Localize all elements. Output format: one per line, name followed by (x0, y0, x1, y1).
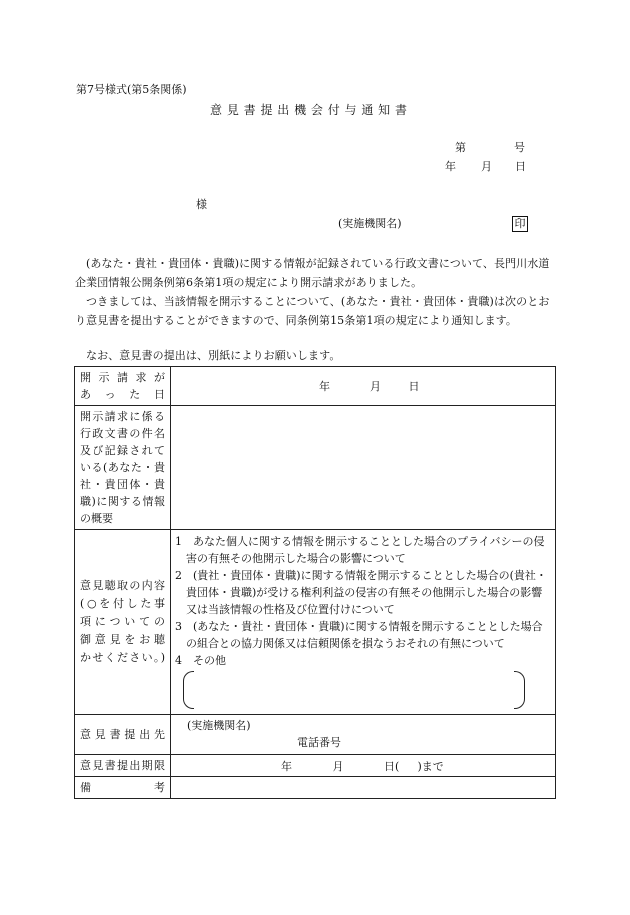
label-line: 意見書提出先 (80, 728, 165, 741)
label-line: 御意見をお聴 (80, 633, 165, 646)
left-bracket (183, 671, 194, 709)
deadline-year: 年 (281, 759, 292, 773)
label-submission-destination (75, 715, 171, 755)
label-line: 開示請求が (80, 371, 165, 384)
label-line: (○を付した事 (80, 597, 165, 610)
table-row-deadline (75, 755, 556, 777)
seal-mark: 印 (512, 216, 528, 232)
seal-stamp (512, 216, 528, 232)
form-number: 第7号様式(第5条関係) (76, 83, 187, 96)
date-day: 日 (515, 160, 526, 173)
value-remarks[interactable] (171, 777, 556, 799)
destination-agency: (実施機関名) (187, 719, 251, 732)
document-title: 意 見 書 提 出 機 会 付 与 通 知 書 (210, 103, 408, 117)
label-deadline (75, 755, 171, 777)
hearing-item-2: 2 (貴社・貴団体・貴職)に関する情報を開示することとした場合の(貴社・貴団体・貴職)が受ける権利利益の侵害の有無その他開示した場合の影響又は当該情報の性格及び位置付けについて (175, 569, 547, 616)
paragraph-3: なお、意見書の提出は、別紙によりお願いします。 (86, 349, 341, 362)
deadline-day: 日( (384, 759, 400, 773)
table-row-remarks (75, 777, 556, 799)
label-line: 意見聴取の内容 (80, 579, 165, 592)
number-suffix: 号 (514, 141, 525, 154)
table-row-submission-destination (75, 715, 556, 755)
table-row-document-subject (75, 406, 556, 530)
agency-name: (実施機関名) (338, 217, 402, 230)
request-year: 年 (319, 380, 330, 393)
value-document-subject[interactable] (171, 406, 556, 530)
paragraph-1: (あなた・貴社・貴団体・貴職)に関する情報が記録されている行政文書について、長門川水道企業団情報公開条例第6条第1項の規定により開示請求がありました。 (75, 257, 550, 289)
value-request-date (171, 367, 556, 406)
addressee-sama: 様 (196, 198, 207, 211)
value-hearing-content (171, 530, 556, 715)
label-line: あった日 (80, 388, 165, 401)
destination-phone: 電話番号 (297, 736, 341, 749)
label-line: 項についての (80, 615, 165, 628)
hearing-item-1: 1 あなた個人に関する情報を開示することとした場合のプライバシーの侵害の有無その他開示した場合の影響について (175, 535, 545, 565)
label-request-date (75, 367, 171, 406)
request-day: 日 (408, 380, 420, 393)
label-hearing-content (75, 530, 171, 715)
date-year: 年 (445, 160, 456, 173)
value-submission-destination (171, 715, 556, 755)
label-line: かせください。) (80, 651, 165, 664)
table-row-hearing-content (75, 530, 556, 715)
label-line: 備考 (80, 781, 165, 794)
table-row-request-date (75, 367, 556, 406)
opinion-table (74, 366, 556, 799)
value-deadline (171, 755, 556, 777)
request-month: 月 (370, 380, 381, 393)
label-line: 意見書提出期限 (80, 759, 165, 772)
paragraph-2: つきましては、当該情報を開示することについて、(あなた・貴社・貴団体・貴職)は次のとおり意見書を提出することができますので、同条例第15条第1項の規定により通知します。 (75, 295, 550, 327)
number-prefix: 第 (455, 141, 466, 154)
other-bracket-area[interactable] (175, 669, 551, 711)
date-month: 月 (481, 160, 492, 173)
label-document-subject: 開示請求に係る行政文書の件名及び記録されている(あなた・貴社・貴団体・貴職)に関する情報の概要 (75, 406, 171, 530)
right-bracket (514, 671, 525, 709)
deadline-suffix: )まで (417, 759, 444, 773)
hearing-item-4: 4 その他 (175, 654, 226, 667)
label-remarks (75, 777, 171, 799)
hearing-item-3: 3 (あなた・貴社・貴団体・貴職)に関する情報を開示することとした場合の組合との協力関係又は信頼関係を損なうおそれの有無について (175, 620, 543, 650)
deadline-month: 月 (332, 759, 344, 773)
